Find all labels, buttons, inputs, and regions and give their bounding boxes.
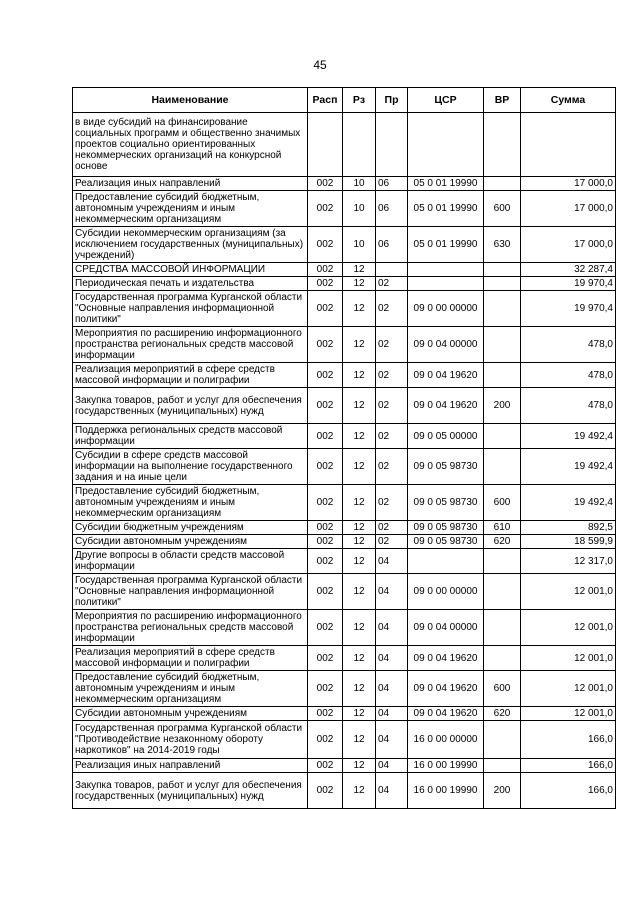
cell-csr: 05 0 01 19990 — [408, 191, 484, 227]
cell-vr — [484, 449, 521, 485]
cell-name: в виде субсидий на финансирование социальных программ и общественно значимых проектов социально ориентированных некоммерческих организаций на конкурсной основе — [73, 113, 308, 177]
cell-vr: 600 — [484, 671, 521, 707]
table-row — [73, 424, 616, 449]
cell-sum: 12 001,0 — [521, 610, 616, 646]
table-row — [73, 521, 616, 535]
cell-vr: 600 — [484, 485, 521, 521]
cell-name: Субсидии некоммерческим организациям (за исключением государственных (муниципальных) учреждений) — [73, 227, 308, 263]
table-row — [73, 363, 616, 388]
column-header-rz: Рз — [343, 88, 376, 113]
cell-rasp: 002 — [308, 610, 343, 646]
cell-rasp: 002 — [308, 327, 343, 363]
table-row — [73, 759, 616, 773]
cell-vr — [484, 277, 521, 291]
cell-name: Государственная программа Курганской области "Основные направления информационной политики" — [73, 291, 308, 327]
cell-name: Реализация мероприятий в сфере средств массовой информации и полиграфии — [73, 646, 308, 671]
cell-csr: 16 0 00 19990 — [408, 773, 484, 809]
cell-csr — [408, 549, 484, 574]
cell-pr: 02 — [376, 521, 408, 535]
cell-rz: 10 — [343, 191, 376, 227]
table-row — [73, 227, 616, 263]
table-row — [73, 327, 616, 363]
cell-rz: 12 — [343, 535, 376, 549]
cell-name: Мероприятия по расширению информационного пространства региональных средств массовой информации — [73, 327, 308, 363]
cell-csr: 09 0 04 00000 — [408, 610, 484, 646]
cell-csr: 16 0 00 00000 — [408, 721, 484, 759]
cell-pr: 02 — [376, 535, 408, 549]
cell-sum: 166,0 — [521, 773, 616, 809]
cell-sum: 17 000,0 — [521, 227, 616, 263]
cell-name: СРЕДСТВА МАССОВОЙ ИНФОРМАЦИИ — [73, 263, 308, 277]
cell-pr: 02 — [376, 327, 408, 363]
budget-table — [72, 87, 616, 809]
cell-name: Закупка товаров, работ и услуг для обеспечения государственных (муниципальных) нужд — [73, 773, 308, 809]
cell-pr: 02 — [376, 485, 408, 521]
cell-vr: 630 — [484, 227, 521, 263]
cell-rasp: 002 — [308, 177, 343, 191]
table-row — [73, 291, 616, 327]
cell-sum: 478,0 — [521, 327, 616, 363]
cell-vr — [484, 549, 521, 574]
cell-vr: 600 — [484, 191, 521, 227]
cell-name: Периодическая печать и издательства — [73, 277, 308, 291]
cell-rz: 12 — [343, 291, 376, 327]
cell-pr: 04 — [376, 610, 408, 646]
column-header-rasp: Расп — [308, 88, 343, 113]
cell-rz: 12 — [343, 363, 376, 388]
cell-csr: 09 0 04 19620 — [408, 363, 484, 388]
cell-rasp: 002 — [308, 263, 343, 277]
cell-pr: 04 — [376, 707, 408, 721]
cell-csr: 09 0 04 00000 — [408, 327, 484, 363]
cell-name: Закупка товаров, работ и услуг для обеспечения государственных (муниципальных) нужд — [73, 388, 308, 424]
cell-vr: 620 — [484, 707, 521, 721]
cell-rasp: 002 — [308, 521, 343, 535]
table-header-row — [73, 88, 616, 113]
cell-rz: 12 — [343, 574, 376, 610]
cell-vr — [484, 327, 521, 363]
cell-vr — [484, 363, 521, 388]
cell-rasp: 002 — [308, 646, 343, 671]
cell-name: Субсидии бюджетным учреждениям — [73, 521, 308, 535]
cell-vr — [484, 113, 521, 177]
cell-pr: 06 — [376, 191, 408, 227]
table-row — [73, 610, 616, 646]
cell-rz: 12 — [343, 646, 376, 671]
cell-rasp: 002 — [308, 759, 343, 773]
cell-sum: 17 000,0 — [521, 191, 616, 227]
table-body — [73, 113, 616, 809]
cell-name: Другие вопросы в области средств массовой информации — [73, 549, 308, 574]
cell-sum: 32 287,4 — [521, 263, 616, 277]
cell-rz: 10 — [343, 177, 376, 191]
cell-vr — [484, 610, 521, 646]
cell-pr — [376, 113, 408, 177]
cell-sum: 892,5 — [521, 521, 616, 535]
cell-rasp: 002 — [308, 388, 343, 424]
cell-csr: 09 0 05 98730 — [408, 449, 484, 485]
cell-sum: 19 492,4 — [521, 449, 616, 485]
table-row — [73, 535, 616, 549]
cell-csr: 16 0 00 19990 — [408, 759, 484, 773]
table-row — [73, 721, 616, 759]
cell-name: Реализация иных направлений — [73, 177, 308, 191]
cell-sum: 12 001,0 — [521, 574, 616, 610]
cell-vr — [484, 177, 521, 191]
cell-pr: 04 — [376, 721, 408, 759]
cell-sum: 19 970,4 — [521, 277, 616, 291]
cell-rz: 12 — [343, 277, 376, 291]
column-header-csr: ЦСР — [408, 88, 484, 113]
cell-sum: 166,0 — [521, 721, 616, 759]
cell-rasp: 002 — [308, 535, 343, 549]
cell-rz: 12 — [343, 327, 376, 363]
cell-csr: 09 0 04 19620 — [408, 388, 484, 424]
cell-vr — [484, 291, 521, 327]
table-row — [73, 113, 616, 177]
cell-rz: 12 — [343, 521, 376, 535]
cell-vr — [484, 574, 521, 610]
cell-pr: 02 — [376, 363, 408, 388]
cell-name: Предоставление субсидий бюджетным, автономным учреждениям и иным некоммерческим организациям — [73, 485, 308, 521]
table-row — [73, 646, 616, 671]
cell-vr: 610 — [484, 521, 521, 535]
cell-name: Реализация иных направлений — [73, 759, 308, 773]
cell-csr: 09 0 05 98730 — [408, 535, 484, 549]
cell-name: Субсидии автономным учреждениям — [73, 535, 308, 549]
column-header-pr: Пр — [376, 88, 408, 113]
cell-rasp: 002 — [308, 721, 343, 759]
cell-sum: 17 000,0 — [521, 177, 616, 191]
cell-sum: 166,0 — [521, 759, 616, 773]
table-row — [73, 191, 616, 227]
cell-name: Субсидии в сфере средств массовой информации на выполнение государственного задания и на иные цели — [73, 449, 308, 485]
cell-pr: 06 — [376, 227, 408, 263]
cell-sum: 12 317,0 — [521, 549, 616, 574]
cell-rasp: 002 — [308, 424, 343, 449]
cell-sum — [521, 113, 616, 177]
table-row — [73, 388, 616, 424]
cell-pr: 04 — [376, 759, 408, 773]
cell-csr: 09 0 00 00000 — [408, 291, 484, 327]
cell-name: Субсидии автономным учреждениям — [73, 707, 308, 721]
cell-rz: 12 — [343, 388, 376, 424]
cell-sum: 19 492,4 — [521, 424, 616, 449]
cell-rasp: 002 — [308, 485, 343, 521]
cell-rz: 12 — [343, 759, 376, 773]
cell-pr: 04 — [376, 574, 408, 610]
table-row — [73, 671, 616, 707]
cell-rasp: 002 — [308, 549, 343, 574]
cell-rasp: 002 — [308, 773, 343, 809]
cell-csr — [408, 113, 484, 177]
cell-rz: 12 — [343, 263, 376, 277]
table-row — [73, 177, 616, 191]
cell-name: Мероприятия по расширению информационного пространства региональных средств массовой информации — [73, 610, 308, 646]
cell-sum: 478,0 — [521, 363, 616, 388]
cell-sum: 12 001,0 — [521, 707, 616, 721]
cell-vr — [484, 759, 521, 773]
cell-pr: 02 — [376, 424, 408, 449]
cell-rasp — [308, 113, 343, 177]
cell-rasp: 002 — [308, 291, 343, 327]
table-row — [73, 773, 616, 809]
cell-vr: 200 — [484, 773, 521, 809]
cell-rz: 12 — [343, 424, 376, 449]
cell-csr: 09 0 05 98730 — [408, 485, 484, 521]
cell-pr: 02 — [376, 277, 408, 291]
cell-csr: 09 0 00 00000 — [408, 574, 484, 610]
table-row — [73, 277, 616, 291]
cell-rasp: 002 — [308, 363, 343, 388]
cell-pr — [376, 263, 408, 277]
page-number: 45 — [313, 58, 327, 72]
table-row — [73, 707, 616, 721]
column-header-vr: ВР — [484, 88, 521, 113]
cell-csr: 09 0 04 19620 — [408, 707, 484, 721]
cell-csr: 09 0 05 00000 — [408, 424, 484, 449]
cell-csr: 05 0 01 19990 — [408, 177, 484, 191]
cell-rz — [343, 113, 376, 177]
cell-rz: 12 — [343, 485, 376, 521]
table-row — [73, 549, 616, 574]
column-header-name: Наименование — [73, 88, 308, 113]
cell-rz: 12 — [343, 449, 376, 485]
cell-sum: 12 001,0 — [521, 671, 616, 707]
cell-vr: 620 — [484, 535, 521, 549]
cell-name: Предоставление субсидий бюджетным, автономным учреждениям и иным некоммерческим организациям — [73, 671, 308, 707]
table-row — [73, 485, 616, 521]
cell-rasp: 002 — [308, 671, 343, 707]
cell-name: Государственная программа Курганской области "Противодействие незаконному обороту наркотиков" на 2014-2019 годы — [73, 721, 308, 759]
cell-sum: 18 599,9 — [521, 535, 616, 549]
cell-csr — [408, 263, 484, 277]
cell-rz: 12 — [343, 671, 376, 707]
cell-csr: 09 0 04 19620 — [408, 646, 484, 671]
cell-rz: 12 — [343, 773, 376, 809]
column-header-sum: Сумма — [521, 88, 616, 113]
cell-vr: 200 — [484, 388, 521, 424]
cell-pr: 02 — [376, 291, 408, 327]
cell-name: Реализация мероприятий в сфере средств массовой информации и полиграфии — [73, 363, 308, 388]
cell-sum: 19 492,4 — [521, 485, 616, 521]
cell-rz: 12 — [343, 721, 376, 759]
table-row — [73, 574, 616, 610]
cell-vr — [484, 263, 521, 277]
cell-csr: 09 0 05 98730 — [408, 521, 484, 535]
cell-pr: 04 — [376, 646, 408, 671]
cell-pr: 04 — [376, 773, 408, 809]
cell-rasp: 002 — [308, 707, 343, 721]
cell-pr: 04 — [376, 671, 408, 707]
cell-name: Государственная программа Курганской области "Основные направления информационной политики" — [73, 574, 308, 610]
cell-rasp: 002 — [308, 227, 343, 263]
cell-sum: 19 970,4 — [521, 291, 616, 327]
cell-rasp: 002 — [308, 449, 343, 485]
cell-sum: 12 001,0 — [521, 646, 616, 671]
cell-rasp: 002 — [308, 277, 343, 291]
cell-csr — [408, 277, 484, 291]
cell-rasp: 002 — [308, 574, 343, 610]
cell-name: Предоставление субсидий бюджетным, автономным учреждениям и иным некоммерческим организациям — [73, 191, 308, 227]
table-row — [73, 263, 616, 277]
cell-sum: 478,0 — [521, 388, 616, 424]
cell-pr: 04 — [376, 549, 408, 574]
cell-name: Поддержка региональных средств массовой информации — [73, 424, 308, 449]
cell-rz: 10 — [343, 227, 376, 263]
cell-rz: 12 — [343, 549, 376, 574]
cell-pr: 02 — [376, 388, 408, 424]
cell-pr: 06 — [376, 177, 408, 191]
cell-csr: 05 0 01 19990 — [408, 227, 484, 263]
cell-csr: 09 0 04 19620 — [408, 671, 484, 707]
table-row — [73, 449, 616, 485]
cell-vr — [484, 646, 521, 671]
cell-vr — [484, 721, 521, 759]
cell-rz: 12 — [343, 707, 376, 721]
cell-pr: 02 — [376, 449, 408, 485]
cell-vr — [484, 424, 521, 449]
cell-rz: 12 — [343, 610, 376, 646]
cell-rasp: 002 — [308, 191, 343, 227]
